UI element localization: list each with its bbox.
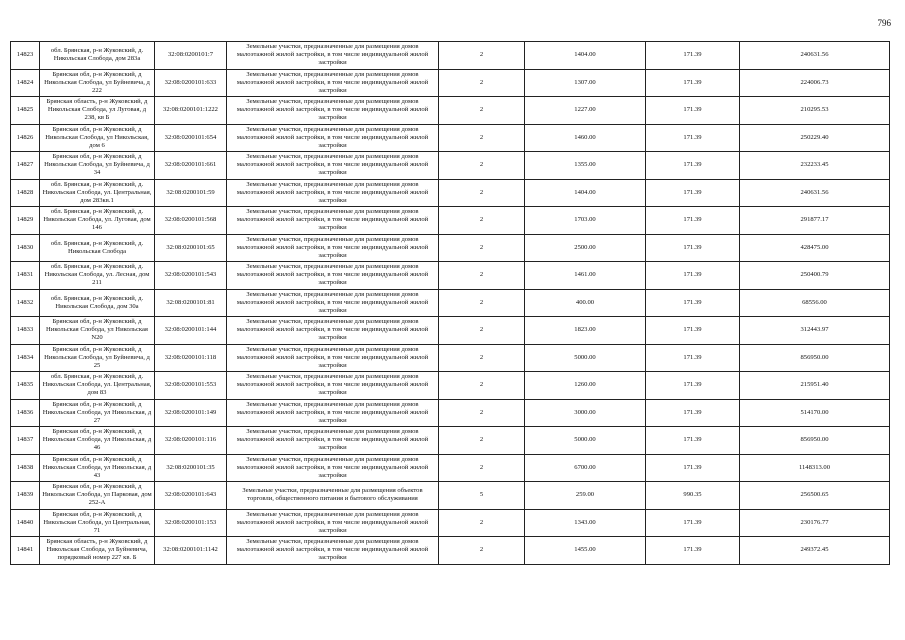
land-purpose-cell: Земельные участки, предназначенные для размещения домов малоэтажной жилой застройки, в том числе индивидуальной жилой застройки [227, 69, 439, 97]
land-purpose-cell: Земельные участки, предназначенные для размещения домов малоэтажной жилой застройки, в том числе индивидуальной жилой застройки [227, 179, 439, 207]
specific-value-cell: 171.39 [646, 372, 740, 400]
cadastral-value-cell: 232233.45 [740, 152, 890, 180]
address-cell: обл. Брянская, р-н Жуковский, д. Никольская Слобода [40, 234, 155, 262]
area-cell: 6700.00 [525, 454, 646, 482]
use-group-cell: 2 [439, 234, 525, 262]
area-cell: 1404.00 [525, 42, 646, 70]
record-number-cell: 14836 [11, 399, 40, 427]
cadastral-value-cell: 215951.40 [740, 372, 890, 400]
cadastral-number-cell: 32:08:0200101:81 [155, 289, 227, 317]
land-purpose-cell: Земельные участки, предназначенные для размещения домов малоэтажной жилой застройки, в том числе индивидуальной жилой застройки [227, 454, 439, 482]
area-cell: 400.00 [525, 289, 646, 317]
area-cell: 1307.00 [525, 69, 646, 97]
address-cell: Брянская обл, р-н Жуковский, д Никольская Слобода, ул Никольская, д 43 [40, 454, 155, 482]
table-row [11, 509, 890, 537]
table-row [11, 69, 890, 97]
specific-value-cell: 171.39 [646, 179, 740, 207]
table-row [11, 317, 890, 345]
land-purpose-cell: Земельные участки, предназначенные для размещения домов малоэтажной жилой застройки, в том числе индивидуальной жилой застройки [227, 344, 439, 372]
cadastral-value-cell: 240631.56 [740, 42, 890, 70]
cadastral-number-cell: 32:08:0200101:1142 [155, 537, 227, 565]
use-group-cell: 2 [439, 179, 525, 207]
specific-value-cell: 171.39 [646, 399, 740, 427]
cadastral-number-cell: 32:08:0200101:553 [155, 372, 227, 400]
cadastral-value-cell: 312443.97 [740, 317, 890, 345]
address-cell: Брянская обл, р-н Жуковский, д Никольская Слобода, ул Центральная, 71 [40, 509, 155, 537]
table-row [11, 179, 890, 207]
use-group-cell: 2 [439, 537, 525, 565]
use-group-cell: 2 [439, 344, 525, 372]
record-number-cell: 14823 [11, 42, 40, 70]
area-cell: 1823.00 [525, 317, 646, 345]
specific-value-cell: 171.39 [646, 289, 740, 317]
record-number-cell: 14830 [11, 234, 40, 262]
cadastral-value-cell: 230176.77 [740, 509, 890, 537]
use-group-cell: 2 [439, 207, 525, 235]
address-cell: Брянская обл, р-н Жуковский, д Никольская Слобода, ул Никольская, дом 6 [40, 124, 155, 152]
record-number-cell: 14828 [11, 179, 40, 207]
address-cell: обл. Брянская, р-н Жуковский, д. Никольская Слобода, ул. Луговая, дом 146 [40, 207, 155, 235]
specific-value-cell: 171.39 [646, 124, 740, 152]
land-purpose-cell: Земельные участки, предназначенные для размещения домов малоэтажной жилой застройки, в том числе индивидуальной жилой застройки [227, 317, 439, 345]
address-cell: Брянская обл, р-н Жуковский, д Никольская Слобода, ул Буйневича, д 222 [40, 69, 155, 97]
area-cell: 2500.00 [525, 234, 646, 262]
specific-value-cell: 171.39 [646, 454, 740, 482]
address-cell: Брянская обл, р-н Жуковский, д Никольская Слобода, ул Никольская, д 46 [40, 427, 155, 455]
record-number-cell: 14832 [11, 289, 40, 317]
land-registry-table [10, 41, 890, 565]
cadastral-value-cell: 240631.56 [740, 179, 890, 207]
cadastral-number-cell: 32:08:0200101:116 [155, 427, 227, 455]
table-row [11, 207, 890, 235]
specific-value-cell: 171.39 [646, 427, 740, 455]
land-purpose-cell: Земельные участки, предназначенные для размещения домов малоэтажной жилой застройки, в том числе индивидуальной жилой застройки [227, 372, 439, 400]
area-cell: 259.00 [525, 482, 646, 510]
use-group-cell: 2 [439, 97, 525, 125]
specific-value-cell: 171.39 [646, 97, 740, 125]
table-row [11, 124, 890, 152]
page-number: 796 [877, 18, 891, 28]
table-row [11, 262, 890, 290]
record-number-cell: 14840 [11, 509, 40, 537]
land-purpose-cell: Земельные участки, предназначенные для размещения домов малоэтажной жилой застройки, в том числе индивидуальной жилой застройки [227, 97, 439, 125]
area-cell: 1703.00 [525, 207, 646, 235]
land-purpose-cell: Земельные участки, предназначенные для размещения объектов торговли, общественного питания и бытового обслуживания [227, 482, 439, 510]
use-group-cell: 2 [439, 399, 525, 427]
land-purpose-cell: Земельные участки, предназначенные для размещения домов малоэтажной жилой застройки, в том числе индивидуальной жилой застройки [227, 42, 439, 70]
use-group-cell: 2 [439, 152, 525, 180]
cadastral-number-cell: 32:08:0200101:1222 [155, 97, 227, 125]
address-cell: обл. Брянская, р-н Жуковский, д. Никольская Слобода, дом 30а [40, 289, 155, 317]
record-number-cell: 14826 [11, 124, 40, 152]
specific-value-cell: 171.39 [646, 69, 740, 97]
table-row [11, 152, 890, 180]
cadastral-number-cell: 32:08:0200101:153 [155, 509, 227, 537]
cadastral-number-cell: 32:08:0200101:568 [155, 207, 227, 235]
table-body [11, 42, 890, 565]
cadastral-number-cell: 32:08:0200101:149 [155, 399, 227, 427]
record-number-cell: 14824 [11, 69, 40, 97]
table-row [11, 289, 890, 317]
address-cell: обл. Брянская, р-н Жуковский, д. Никольская Слобода, ул. Центральная, дом 83 [40, 372, 155, 400]
land-purpose-cell: Земельные участки, предназначенные для размещения домов малоэтажной жилой застройки, в том числе индивидуальной жилой застройки [227, 427, 439, 455]
land-purpose-cell: Земельные участки, предназначенные для размещения домов малоэтажной жилой застройки, в том числе индивидуальной жилой застройки [227, 152, 439, 180]
use-group-cell: 2 [439, 317, 525, 345]
land-purpose-cell: Земельные участки, предназначенные для размещения домов малоэтажной жилой застройки, в том числе индивидуальной жилой застройки [227, 399, 439, 427]
cadastral-value-cell: 856950.00 [740, 344, 890, 372]
record-number-cell: 14829 [11, 207, 40, 235]
address-cell: Брянская область, р-н Жуковский, д Никольская Слобода, ул Буйневича, порядковый номер 227 кв. Б [40, 537, 155, 565]
address-cell: Брянская обл, р-н Жуковский, д Никольская Слобода, ул Никольская N20 [40, 317, 155, 345]
land-purpose-cell: Земельные участки, предназначенные для размещения домов малоэтажной жилой застройки, в том числе индивидуальной жилой застройки [227, 289, 439, 317]
specific-value-cell: 171.39 [646, 234, 740, 262]
cadastral-value-cell: 256500.65 [740, 482, 890, 510]
record-number-cell: 14834 [11, 344, 40, 372]
table-row [11, 42, 890, 70]
specific-value-cell: 171.39 [646, 207, 740, 235]
table-row [11, 454, 890, 482]
table-row [11, 234, 890, 262]
cadastral-value-cell: 250400.79 [740, 262, 890, 290]
use-group-cell: 2 [439, 509, 525, 537]
cadastral-value-cell: 68556.00 [740, 289, 890, 317]
land-purpose-cell: Земельные участки, предназначенные для размещения домов малоэтажной жилой застройки, в том числе индивидуальной жилой застройки [227, 124, 439, 152]
cadastral-value-cell: 514170.00 [740, 399, 890, 427]
area-cell: 1461.00 [525, 262, 646, 290]
record-number-cell: 14831 [11, 262, 40, 290]
address-cell: Брянская обл, р-н Жуковский, д Никольская Слобода, ул Буйневича, д 25 [40, 344, 155, 372]
area-cell: 5000.00 [525, 427, 646, 455]
record-number-cell: 14825 [11, 97, 40, 125]
cadastral-number-cell: 32:08:0200101:543 [155, 262, 227, 290]
land-purpose-cell: Земельные участки, предназначенные для размещения домов малоэтажной жилой застройки, в том числе индивидуальной жилой застройки [227, 537, 439, 565]
use-group-cell: 5 [439, 482, 525, 510]
table-row [11, 97, 890, 125]
specific-value-cell: 171.39 [646, 262, 740, 290]
area-cell: 1455.00 [525, 537, 646, 565]
address-cell: Брянская обл, р-н Жуковский, д Никольская Слобода, ул Никольская, д 27 [40, 399, 155, 427]
cadastral-number-cell: 32:08:0200101:654 [155, 124, 227, 152]
table-row [11, 427, 890, 455]
address-cell: обл. Брянская, р-н Жуковский, д. Никольская Слобода, ул. Центральная, дом 283кв.1 [40, 179, 155, 207]
use-group-cell: 2 [439, 427, 525, 455]
record-number-cell: 14835 [11, 372, 40, 400]
table-row [11, 399, 890, 427]
cadastral-value-cell: 856950.00 [740, 427, 890, 455]
area-cell: 1343.00 [525, 509, 646, 537]
land-purpose-cell: Земельные участки, предназначенные для размещения домов малоэтажной жилой застройки, в том числе индивидуальной жилой застройки [227, 509, 439, 537]
cadastral-number-cell: 32:08:0200101:661 [155, 152, 227, 180]
cadastral-number-cell: 32:08:0200101:7 [155, 42, 227, 70]
cadastral-value-cell: 224006.73 [740, 69, 890, 97]
area-cell: 3000.00 [525, 399, 646, 427]
table-row [11, 344, 890, 372]
cadastral-number-cell: 32:08:0200101:144 [155, 317, 227, 345]
specific-value-cell: 171.39 [646, 344, 740, 372]
cadastral-number-cell: 32:08:0200101:643 [155, 482, 227, 510]
area-cell: 1460.00 [525, 124, 646, 152]
specific-value-cell: 171.39 [646, 42, 740, 70]
address-cell: Брянская обл, р-н Жуковский, д Никольская Слобода, ул Буйневича, д 34 [40, 152, 155, 180]
specific-value-cell: 171.39 [646, 317, 740, 345]
record-number-cell: 14837 [11, 427, 40, 455]
cadastral-value-cell: 291877.17 [740, 207, 890, 235]
record-number-cell: 14833 [11, 317, 40, 345]
specific-value-cell: 171.39 [646, 509, 740, 537]
record-number-cell: 14841 [11, 537, 40, 565]
cadastral-value-cell: 250229.40 [740, 124, 890, 152]
specific-value-cell: 990.35 [646, 482, 740, 510]
specific-value-cell: 171.39 [646, 152, 740, 180]
cadastral-value-cell: 1148313.00 [740, 454, 890, 482]
cadastral-number-cell: 32:08:0200101:35 [155, 454, 227, 482]
table-row [11, 372, 890, 400]
cadastral-number-cell: 32:08:0200101:118 [155, 344, 227, 372]
area-cell: 1404.00 [525, 179, 646, 207]
area-cell: 5000.00 [525, 344, 646, 372]
specific-value-cell: 171.39 [646, 537, 740, 565]
area-cell: 1260.00 [525, 372, 646, 400]
cadastral-number-cell: 32:08:0200101:59 [155, 179, 227, 207]
area-cell: 1355.00 [525, 152, 646, 180]
cadastral-value-cell: 249372.45 [740, 537, 890, 565]
cadastral-number-cell: 32:08:0200101:65 [155, 234, 227, 262]
land-purpose-cell: Земельные участки, предназначенные для размещения домов малоэтажной жилой застройки, в том числе индивидуальной жилой застройки [227, 262, 439, 290]
use-group-cell: 2 [439, 124, 525, 152]
land-purpose-cell: Земельные участки, предназначенные для размещения домов малоэтажной жилой застройки, в том числе индивидуальной жилой застройки [227, 234, 439, 262]
record-number-cell: 14827 [11, 152, 40, 180]
table-row [11, 537, 890, 565]
cadastral-number-cell: 32:08:0200101:633 [155, 69, 227, 97]
record-number-cell: 14838 [11, 454, 40, 482]
address-cell: обл. Брянская, р-н Жуковский, д. Никольская Слобода, ул. Лесная, дом 211 [40, 262, 155, 290]
use-group-cell: 2 [439, 262, 525, 290]
table-row [11, 482, 890, 510]
address-cell: обл. Брянская, р-н Жуковский, д. Никольская Слобода, дом 283а [40, 42, 155, 70]
use-group-cell: 2 [439, 42, 525, 70]
record-number-cell: 14839 [11, 482, 40, 510]
use-group-cell: 2 [439, 372, 525, 400]
land-purpose-cell: Земельные участки, предназначенные для размещения домов малоэтажной жилой застройки, в том числе индивидуальной жилой застройки [227, 207, 439, 235]
use-group-cell: 2 [439, 69, 525, 97]
cadastral-value-cell: 428475.00 [740, 234, 890, 262]
cadastral-value-cell: 210295.53 [740, 97, 890, 125]
use-group-cell: 2 [439, 454, 525, 482]
address-cell: Брянская область, р-н Жуковский, д Никольская Слобода, ул Луговая, д 238, кв Б [40, 97, 155, 125]
address-cell: Брянская обл, р-н Жуковский, д Никольская Слобода, ул Парковая, дом 252-А [40, 482, 155, 510]
area-cell: 1227.00 [525, 97, 646, 125]
use-group-cell: 2 [439, 289, 525, 317]
